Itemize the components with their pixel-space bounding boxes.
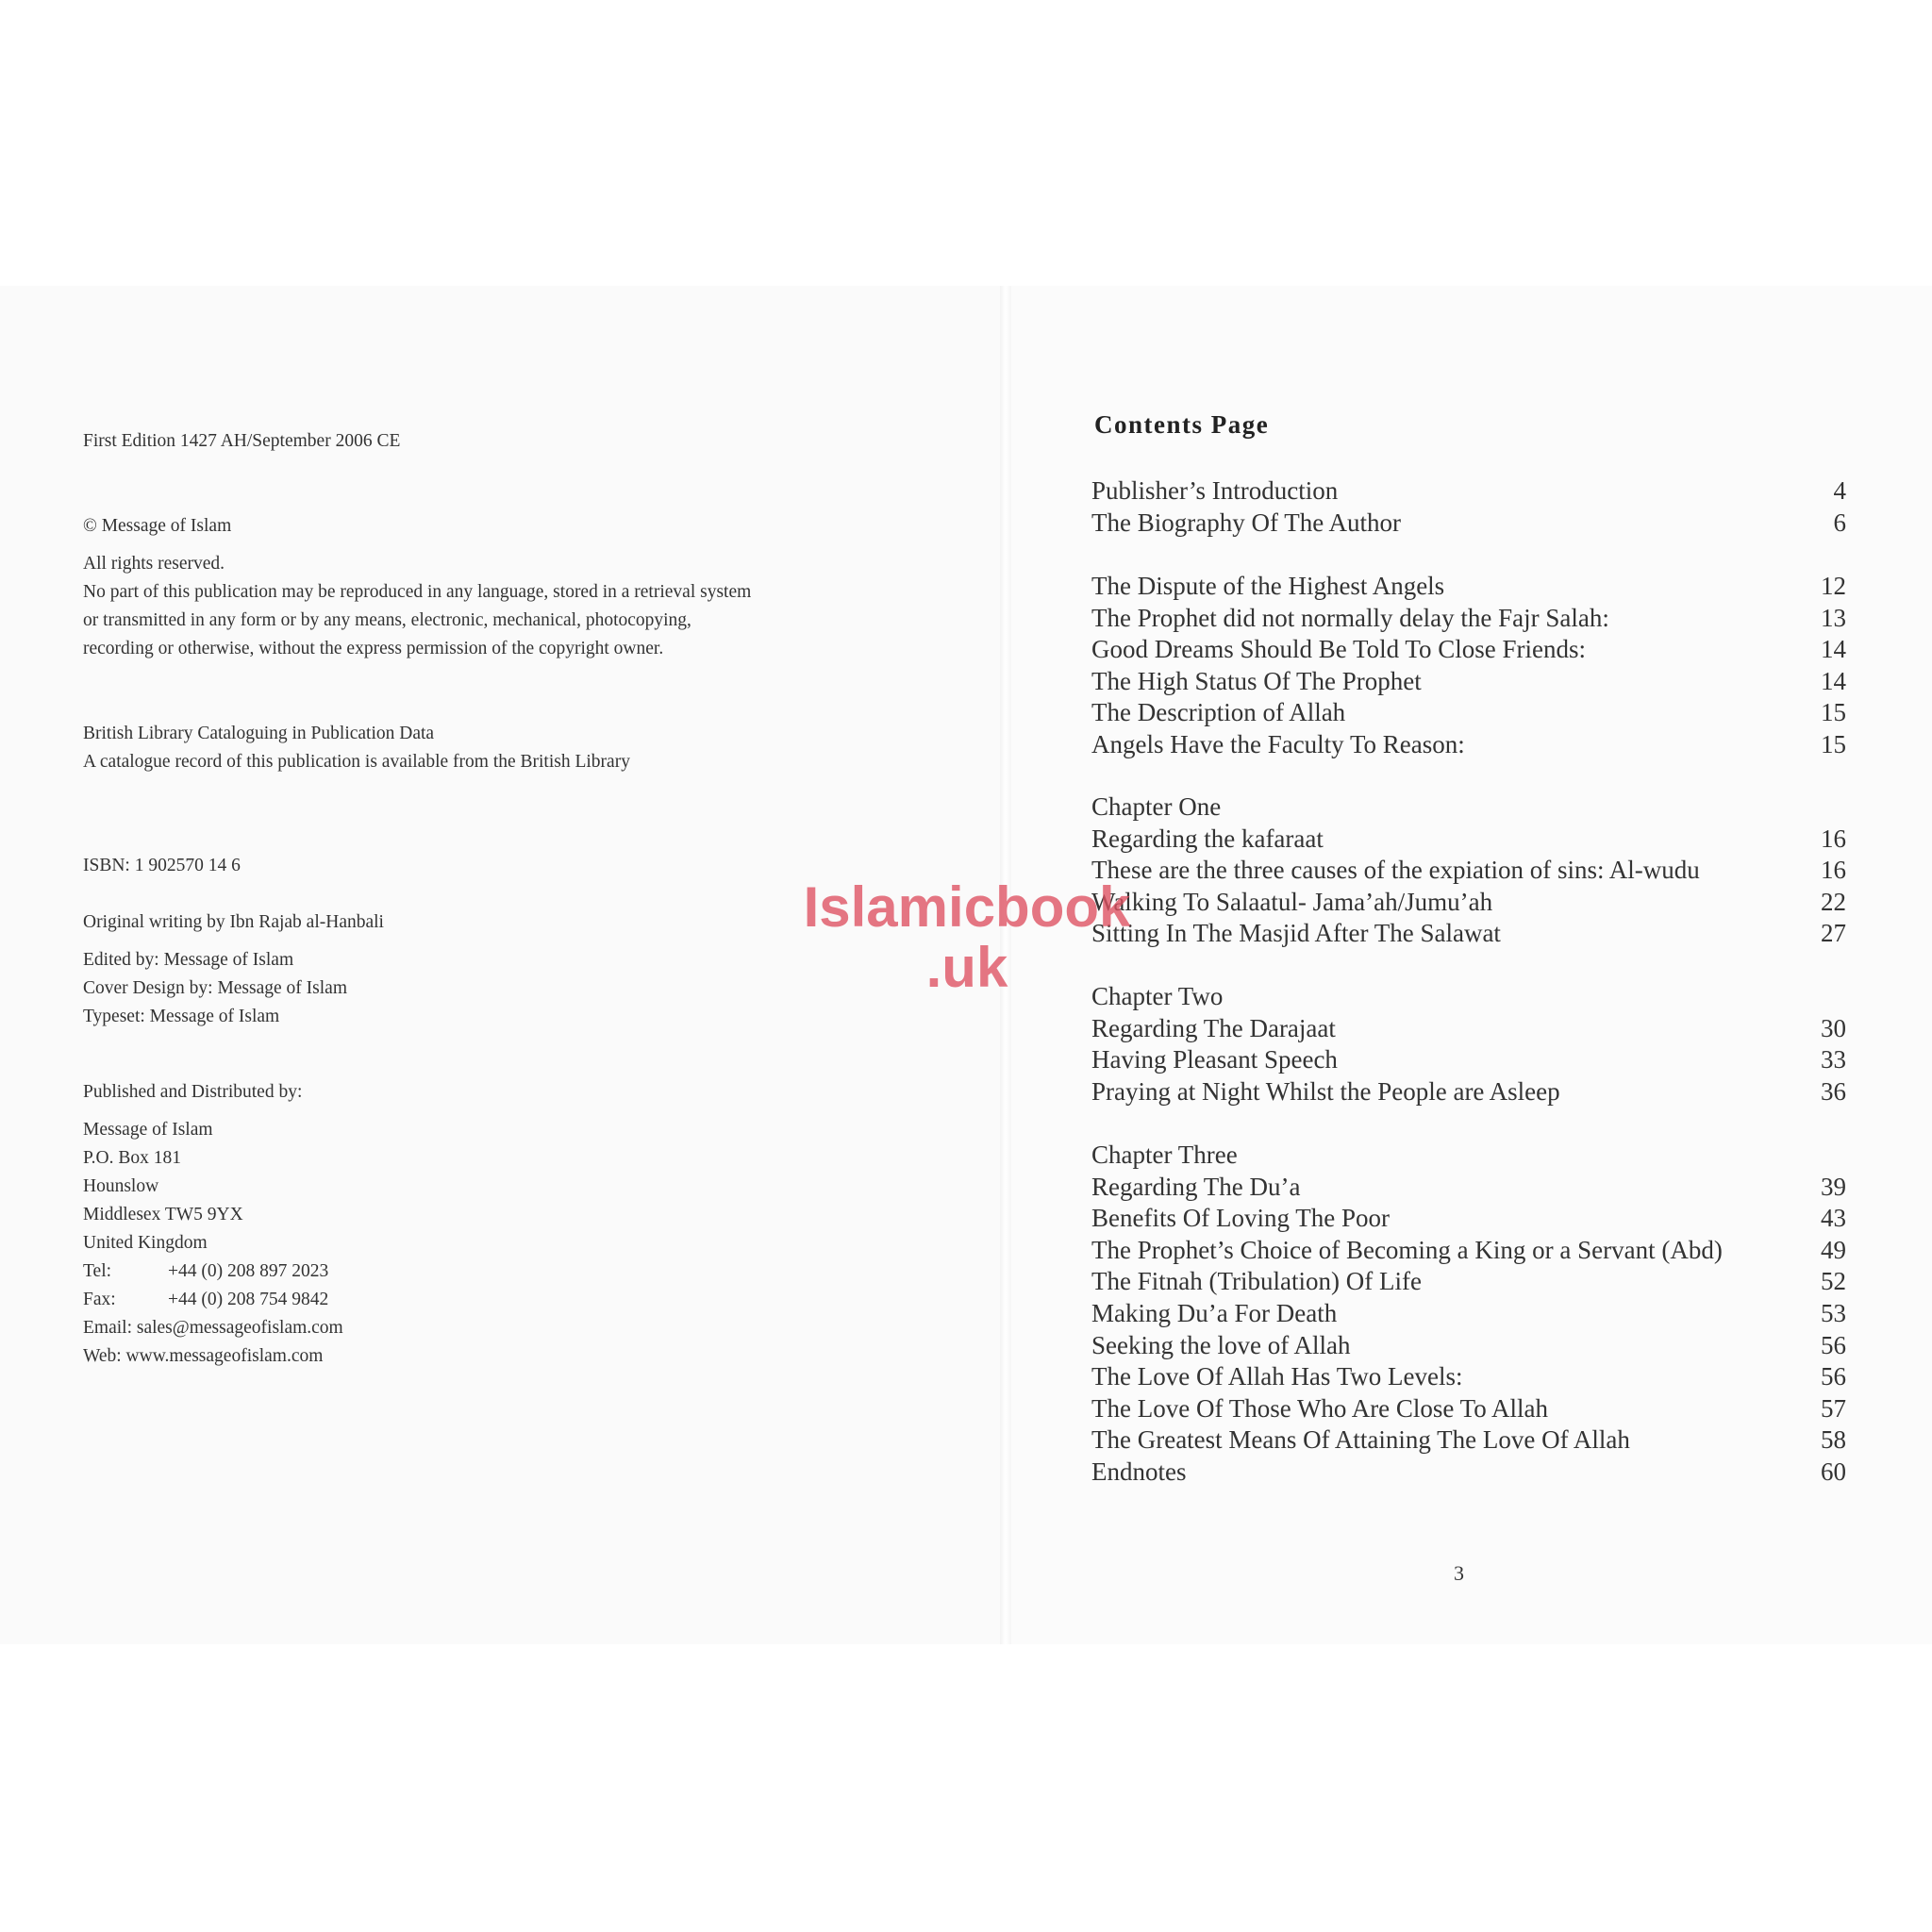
toc-entry-label: Having Pleasant Speech bbox=[1091, 1045, 1338, 1074]
rights-notice bbox=[83, 550, 751, 663]
toc-entry-label: The Love Of Allah Has Two Levels: bbox=[1091, 1362, 1463, 1391]
toc-entry-label: Seeking the love of Allah bbox=[1091, 1330, 1351, 1359]
address-line: Message of Islam bbox=[83, 1120, 213, 1140]
toc-entry bbox=[1091, 1044, 1846, 1076]
toc-entry-label: Walking To Salaatul- Jama’ah/Jumu’ah bbox=[1091, 887, 1493, 916]
published-by-text: Published and Distributed by: bbox=[83, 1081, 303, 1102]
watermark-line: .uk bbox=[925, 936, 1008, 999]
toc-entry-page: 16 bbox=[1821, 824, 1846, 853]
toc-entry bbox=[1091, 1266, 1846, 1298]
toc-entry-page: 14 bbox=[1821, 635, 1846, 664]
credit-line: Edited by: Message of Islam bbox=[83, 950, 294, 970]
toc-entry bbox=[1091, 1203, 1846, 1235]
toc-entry-label: Good Dreams Should Be Told To Close Friends: bbox=[1091, 635, 1586, 664]
toc-entry-page: 6 bbox=[1833, 508, 1846, 537]
credit-line: Cover Design by: Message of Islam bbox=[83, 978, 347, 998]
toc-entry-label: The Dispute of the Highest Angels bbox=[1091, 572, 1445, 600]
address-line: United Kingdom bbox=[83, 1233, 208, 1253]
toc-entry-page: 13 bbox=[1821, 603, 1846, 632]
toc-entry-label: The Prophet did not normally delay the Fajr Salah: bbox=[1091, 603, 1609, 632]
toc-entry-label: Praying at Night Whilst the People are Asleep bbox=[1091, 1076, 1560, 1106]
tel-value: +44 (0) 208 897 2023 bbox=[168, 1261, 329, 1281]
rights-line: recording or otherwise, without the express permission of the copyright owner. bbox=[83, 639, 664, 658]
toc-entry-page: 57 bbox=[1821, 1393, 1846, 1423]
copyright-text: © Message of Islam bbox=[83, 515, 232, 536]
toc-entry-label: These are the three causes of the expiation of sins: Al-wudu bbox=[1091, 856, 1700, 885]
rights-line: No part of this publication may be reproduced in any language, stored in a retrieval system bbox=[83, 582, 752, 602]
page-number: 3 bbox=[1454, 1561, 1464, 1585]
toc-entry bbox=[1091, 824, 1846, 856]
contact-block bbox=[83, 1257, 343, 1371]
toc-entry-page: 53 bbox=[1821, 1298, 1846, 1327]
address-line: Hounslow bbox=[83, 1176, 159, 1196]
web-text: Web: www.messageofislam.com bbox=[83, 1346, 324, 1366]
toc-entry-page: 56 bbox=[1821, 1330, 1846, 1359]
address-line: Middlesex TW5 9YX bbox=[83, 1205, 243, 1224]
rights-line: or transmitted in any form or by any means, electronic, mechanical, photocopying, bbox=[83, 610, 691, 630]
toc-entry-label: Regarding The Du’a bbox=[1091, 1172, 1301, 1201]
tel-label: Tel: bbox=[83, 1261, 112, 1281]
toc-entry-page: 30 bbox=[1821, 1013, 1846, 1042]
toc-entry bbox=[1091, 1393, 1846, 1425]
contents-title: Contents Page bbox=[1094, 410, 1270, 439]
toc-entry-label: Benefits Of Loving The Poor bbox=[1091, 1204, 1390, 1233]
toc-entry-page: 58 bbox=[1821, 1425, 1846, 1455]
toc-entry-label: The Prophet’s Choice of Becoming a King or a Servant (Abd) bbox=[1091, 1235, 1723, 1264]
toc-entry bbox=[1091, 1361, 1846, 1393]
toc-entry-page: 4 bbox=[1833, 476, 1846, 505]
toc-entry-page: 12 bbox=[1821, 572, 1846, 600]
toc-entry bbox=[1091, 1076, 1846, 1108]
toc-entry-label: Regarding the kafaraat bbox=[1091, 824, 1324, 853]
address-block bbox=[83, 1116, 243, 1257]
toc-entry bbox=[1091, 1013, 1846, 1045]
toc-entry-page: 43 bbox=[1821, 1204, 1846, 1233]
edition-text: First Edition 1427 AH/September 2006 CE bbox=[83, 430, 401, 451]
cataloguing-notice bbox=[83, 720, 630, 776]
credits-block bbox=[83, 946, 347, 1031]
toc-entry-label: The Description of Allah bbox=[1091, 698, 1346, 727]
toc-entry bbox=[1091, 1424, 1846, 1457]
toc-entry bbox=[1091, 1172, 1846, 1204]
toc-entry-label: The High Status Of The Prophet bbox=[1091, 666, 1422, 695]
toc-entry bbox=[1091, 1330, 1846, 1362]
toc-entry bbox=[1091, 475, 1846, 508]
email-text: Email: sales@messageofislam.com bbox=[83, 1318, 343, 1338]
fax-row bbox=[83, 1286, 343, 1314]
toc-entry-page: 36 bbox=[1821, 1076, 1846, 1106]
toc-entry bbox=[1091, 666, 1846, 698]
original-writing-text: Original writing by Ibn Rajab al-Hanbali bbox=[83, 911, 384, 932]
toc-entry-label: The Biography Of The Author bbox=[1091, 508, 1401, 537]
toc-entry bbox=[1091, 1457, 1846, 1489]
toc-entry bbox=[1091, 697, 1846, 729]
toc-entry-page: 15 bbox=[1821, 698, 1846, 727]
toc-entry-label: Regarding The Darajaat bbox=[1091, 1013, 1336, 1042]
toc-entry-page: 56 bbox=[1821, 1362, 1846, 1391]
toc-entry bbox=[1091, 571, 1846, 603]
toc-entry-page: 33 bbox=[1821, 1045, 1846, 1074]
toc-entry bbox=[1091, 634, 1846, 666]
rights-line: All rights reserved. bbox=[83, 554, 225, 574]
cataloguing-line: British Library Cataloguing in Publication Data bbox=[83, 724, 435, 743]
chapter-heading: Chapter Three bbox=[1091, 1141, 1238, 1169]
toc-entry bbox=[1091, 887, 1846, 919]
fax-label: Fax: bbox=[83, 1290, 116, 1309]
toc-entry-label: Publisher’s Introduction bbox=[1091, 476, 1339, 505]
toc-entry-page: 16 bbox=[1821, 856, 1846, 885]
toc-entry bbox=[1091, 855, 1846, 887]
toc-entry-label: The Greatest Means Of Attaining The Love Of Allah bbox=[1091, 1425, 1630, 1455]
watermark bbox=[797, 877, 1137, 998]
cataloguing-line: A catalogue record of this publication is available from the British Library bbox=[83, 752, 630, 772]
chapter-heading: Chapter One bbox=[1091, 792, 1222, 821]
toc-group-chapter-one bbox=[1091, 791, 1846, 950]
credit-line: Typeset: Message of Islam bbox=[83, 1007, 280, 1026]
toc-group-introduction bbox=[1091, 571, 1846, 761]
fax-value: +44 (0) 208 754 9842 bbox=[168, 1290, 329, 1309]
toc-entry-page: 14 bbox=[1821, 666, 1846, 695]
toc-entry bbox=[1091, 603, 1846, 635]
chapter-heading: Chapter Two bbox=[1091, 982, 1224, 1010]
address-line: P.O. Box 181 bbox=[83, 1148, 182, 1168]
toc-entry bbox=[1091, 1235, 1846, 1267]
watermark-line: Islamicbook bbox=[803, 875, 1131, 939]
isbn-text: ISBN: 1 902570 14 6 bbox=[83, 855, 241, 875]
toc-group-chapter-two bbox=[1091, 981, 1846, 1108]
toc-entry-label: The Fitnah (Tribulation) Of Life bbox=[1091, 1267, 1422, 1296]
toc-entry-page: 52 bbox=[1821, 1267, 1846, 1296]
toc-entry bbox=[1091, 918, 1846, 950]
toc-entry-label: Making Du’a For Death bbox=[1091, 1298, 1338, 1327]
toc-entry-page: 60 bbox=[1821, 1457, 1846, 1486]
toc-entry-page: 39 bbox=[1821, 1172, 1846, 1201]
toc-entry-page: 49 bbox=[1821, 1235, 1846, 1264]
toc-entry-label: The Love Of Those Who Are Close To Allah bbox=[1091, 1393, 1549, 1423]
toc-group-chapter-three bbox=[1091, 1140, 1846, 1489]
toc-entry-page: 15 bbox=[1821, 729, 1846, 758]
toc-entry-page: 27 bbox=[1821, 919, 1846, 948]
tel-row bbox=[83, 1257, 343, 1286]
toc-entry bbox=[1091, 508, 1846, 540]
toc-entry bbox=[1091, 729, 1846, 761]
toc-entry bbox=[1091, 1298, 1846, 1330]
toc-entry-page: 22 bbox=[1821, 887, 1846, 916]
toc-entry-label: Endnotes bbox=[1091, 1457, 1187, 1486]
toc-group-front-matter bbox=[1091, 475, 1846, 539]
toc-entry-label: Sitting In The Masjid After The Salawat bbox=[1091, 919, 1501, 948]
toc-entry-label: Angels Have the Faculty To Reason: bbox=[1091, 729, 1465, 758]
